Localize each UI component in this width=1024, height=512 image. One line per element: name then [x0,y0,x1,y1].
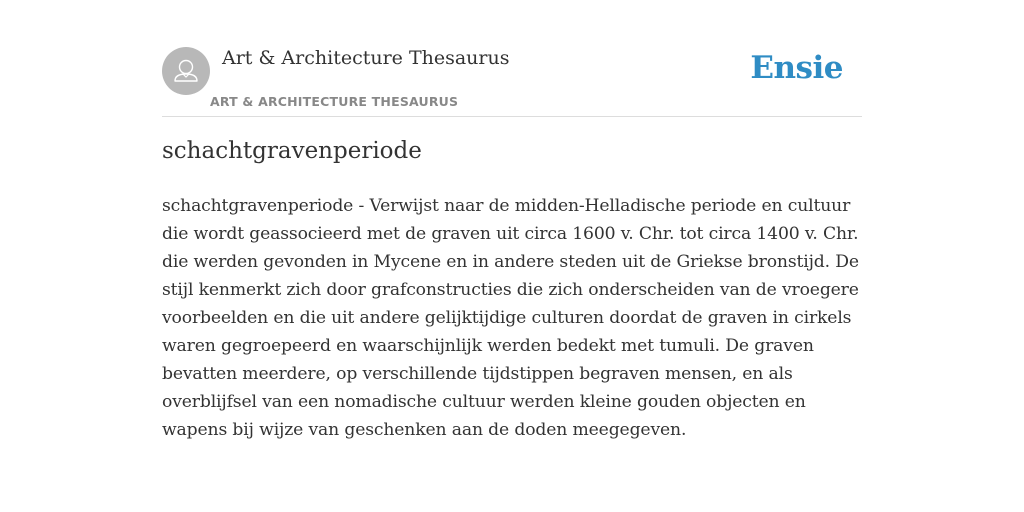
avatar[interactable] [162,47,210,95]
page-header [162,46,862,117]
user-icon [162,47,210,95]
brand-logo[interactable]: Ensie [750,50,843,86]
source-name[interactable]: Art & Architecture Thesaurus [222,47,510,69]
source-subtitle[interactable]: ART & ARCHITECTURE THESAURUS [210,94,459,109]
definition-text: schachtgravenperiode - Verwijst naar de midden-Helladische periode en cultuur die wordt geassocieerd met de graven uit circa 1600 v. Chr. tot circa 1400 v. Chr. die werden gevonden in Mycene en in andere steden uit de Griekse bronstijd. De stijl kenmerkt zich door grafconstructies die zich onderscheiden van de vroegere voorbeelden en die uit andere gelijktijdige culturen doordat de graven in cirkels waren gegroepeerd en waarschijnlijk werden bedekt met tumuli. De graven bevatten meerdere, op verschillende tijdstippen begraven mensen, en als overblijfsel van een nomadische cultuur werden kleine gouden objecten en wapens bij wijze van geschenken aan de doden meegegeven. [162,196,859,440]
page-title: schachtgravenperiode [162,138,422,164]
